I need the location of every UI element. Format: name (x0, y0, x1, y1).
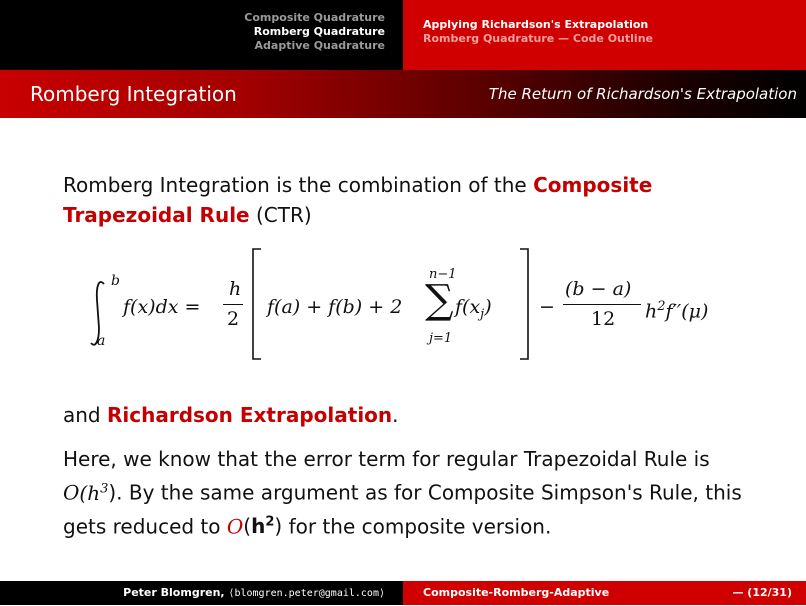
h-cubed-exponent: 3 (100, 481, 109, 496)
nav-subsection-applying-richardson[interactable]: Applying Richardson's Extrapolation (423, 18, 649, 31)
footer-author: Peter Blomgren, (123, 586, 225, 599)
error-paragraph (63, 444, 753, 541)
footer (0, 581, 806, 605)
intro-prefix: Romberg Integration is the combination of the (63, 173, 527, 197)
section-nav (0, 0, 403, 70)
and-paragraph (63, 400, 753, 430)
left-bracket-icon (251, 248, 263, 360)
nav-section-composite-quadrature[interactable]: Composite Quadrature (244, 11, 385, 24)
h-squared-exponent: 2 (265, 514, 275, 530)
big-o-1: O (63, 480, 80, 505)
highlight-richardson-extrapolation: Richardson Extrapolation (107, 403, 393, 427)
error-fpp-mu: f′′(μ) (665, 300, 709, 323)
footer-email: ⟨blomgren.peter@gmail.com⟩ (228, 588, 385, 599)
integral-upper-limit: b (111, 273, 120, 289)
error-paragraph-d: for the composite version. (288, 514, 552, 539)
sum-term-fx: f(x (455, 296, 481, 318)
error-h: h (645, 300, 658, 323)
footer-title-block (403, 581, 806, 605)
sum-term-subscript: j (480, 306, 485, 322)
h-squared-base: h (251, 514, 266, 539)
ctr-formula (63, 267, 753, 380)
bracket-content: f(a) + f(b) + 2 (267, 296, 403, 318)
fraction-denominator-2: 2 (227, 308, 240, 330)
nav-subsection-code-outline[interactable]: Romberg Quadrature — Code Outline (423, 32, 653, 45)
fraction-numerator-h: h (229, 278, 242, 300)
h-squared (243, 514, 282, 538)
error-fraction-numerator: (b − a) (565, 278, 632, 300)
slide-content (63, 170, 753, 541)
h-squared-open: ( (243, 514, 252, 539)
and-prefix: and (63, 403, 101, 427)
footer-short-title: Composite-Romberg-Adaptive (423, 586, 610, 599)
footer-page-number: — (12/31) (732, 586, 792, 599)
frame-title: Romberg Integration (30, 82, 237, 106)
nav-section-romberg-quadrature[interactable]: Romberg Quadrature (253, 25, 385, 38)
error-term-tail (645, 292, 708, 326)
frame-title-bar (0, 70, 806, 118)
highlight-composite-trapezoidal-rule: Composite Trapezoidal Rule (63, 173, 653, 227)
big-o-2: O (226, 514, 244, 539)
subsection-nav (403, 0, 806, 70)
intro-paragraph (63, 170, 753, 230)
error-paragraph-b: ). By the same argument as for Composite Simpson's Rule, (108, 480, 699, 505)
error-paragraph-c: this gets reduced to (63, 480, 742, 539)
right-bracket-icon (518, 248, 530, 360)
footer-author-block (0, 581, 403, 605)
h-squared-close: ) (274, 514, 283, 539)
top-navigation (0, 0, 806, 70)
minus-sign: − (539, 296, 555, 318)
sum-term-close: ) (484, 296, 492, 318)
frame-subtitle: The Return of Richardson's Extrapolation (488, 85, 797, 103)
sum-lower-limit: j=1 (429, 331, 453, 346)
sum-term (455, 292, 492, 330)
h-cubed-base: (h (79, 480, 101, 505)
and-suffix: . (392, 403, 399, 427)
error-paragraph-a: Here, we know that the error term for regular Trapezoidal Rule is (63, 447, 710, 471)
sum-upper-limit: n−1 (429, 267, 457, 282)
integral-lower-limit: a (97, 333, 106, 349)
nav-section-adaptive-quadrature[interactable]: Adaptive Quadrature (254, 39, 385, 52)
error-h-exponent: 2 (657, 299, 666, 314)
integrand: f(x)dx = (123, 296, 201, 318)
error-fraction-denominator: 12 (591, 308, 616, 330)
intro-suffix: (CTR) (255, 203, 312, 227)
summation-icon: ∑ (425, 277, 454, 323)
h-cubed (79, 481, 108, 505)
